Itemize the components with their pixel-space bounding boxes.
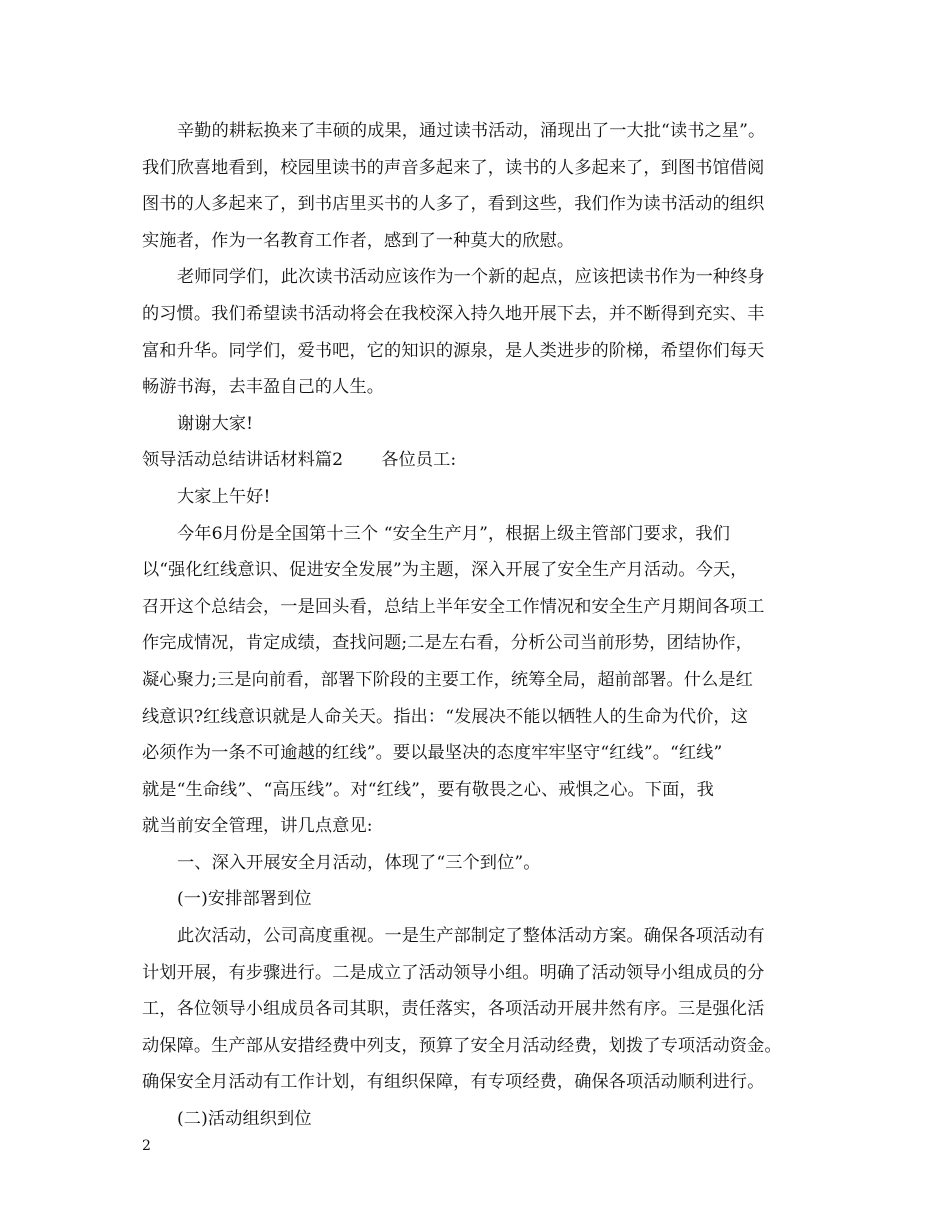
paragraph-line: 富和升华。同学们，爱书吧，它的知识的源泉，是人类进步的阶梯，希望你们每天 [142,340,765,361]
paragraph-line: 畅游书海，去丰盈自己的人生。 [142,377,385,398]
paragraph-line: 老师同学们，此次读书活动应该作为一个新的起点，应该把读书作为一种终身 [177,267,765,288]
salutation: 各位员工: [381,450,457,471]
paragraph-line: 图书的人多起来了，到书店里买书的人多了，看到这些，我们作为读书活动的组织 [142,194,765,215]
paragraph-line: 计划开展，有步骤进行。二是成立了活动领导小组。明确了活动领导小组成员的分 [142,962,765,983]
paragraph-line: 此次活动，公司高度重视。一是生产部制定了整体活动方案。确保各项活动有 [177,926,765,947]
paragraph-line: 我们欣喜地看到，校园里读书的声音多起来了，读书的人多起来了，到图书馆借阅 [142,157,765,178]
paragraph-line: 必须作为一条不可逾越的红线”。要以最坚决的态度牢牢坚守“红线”。“红线” [142,743,723,764]
paragraph-line: 的习惯。我们希望读书活动将会在我校深入持久地开展下去，并不断得到充实、丰 [142,303,765,324]
paragraph-line: 线意识?红线意识就是人命关天。指出：“发展决不能以牺牲人的生命为代价，这 [142,706,748,727]
paragraph-line: 确保安全月活动有工作计划，有组织保障，有专项经费，确保各项活动顺利进行。 [142,1072,765,1093]
document-body [142,113,832,1138]
paragraph-line: 辛勤的耕耘换来了丰硕的成果，通过读书活动，涌现出了一大批“读书之星”。 [177,121,766,141]
subheading-line: (一)安排部署到位 [177,889,312,910]
page-number: 2 [142,1138,151,1154]
paragraph-line: 召开这个总结会，一是回头看，总结上半年安全工作情况和安全生产月期间各项工 [142,596,765,617]
paragraph-line: 以“强化红线意识、促进安全发展”为主题，深入开展了安全生产月活动。今天， [142,560,748,581]
paragraph-line: 实施者，作为一名教育工作者，感到了一种莫大的欣慰。 [142,230,575,251]
section-title: 领导活动总结讲话材料篇2 [142,450,344,471]
heading-line: 一、深入开展安全月活动，体现了“三个到位”。 [177,852,541,873]
paragraph-line: 凝心聚力;三是向前看，部署下阶段的主要工作，统筹全局，超前部署。什么是红 [142,669,753,690]
section-heading-line [142,442,832,479]
paragraph-line: 作完成情况，肯定成绩，查找问题;二是左右看，分析公司当前形势，团结协作， [142,633,753,654]
paragraph-line: 工，各位领导小组成员各司其职，责任落实，各项活动开展井然有序。三是强化活 [142,999,765,1020]
subheading-line: (二)活动组织到位 [177,1109,312,1130]
paragraph-line: 今年6月份是全国第十三个 “安全生产月”，根据上级主管部门要求，我们 [177,523,730,544]
paragraph-line: 动保障。生产部从安措经费中列支，预算了安全月活动经费，划拨了专项活动资金。 [142,1035,782,1056]
greeting-line: 大家上午好! [177,486,271,507]
closing-line: 谢谢大家! [177,413,254,434]
paragraph-line: 就是“生命线”、“高压线”。对“红线”，要有敬畏之心、戒惧之心。下面，我 [142,779,714,800]
paragraph-line: 就当前安全管理，讲几点意见: [142,816,373,837]
